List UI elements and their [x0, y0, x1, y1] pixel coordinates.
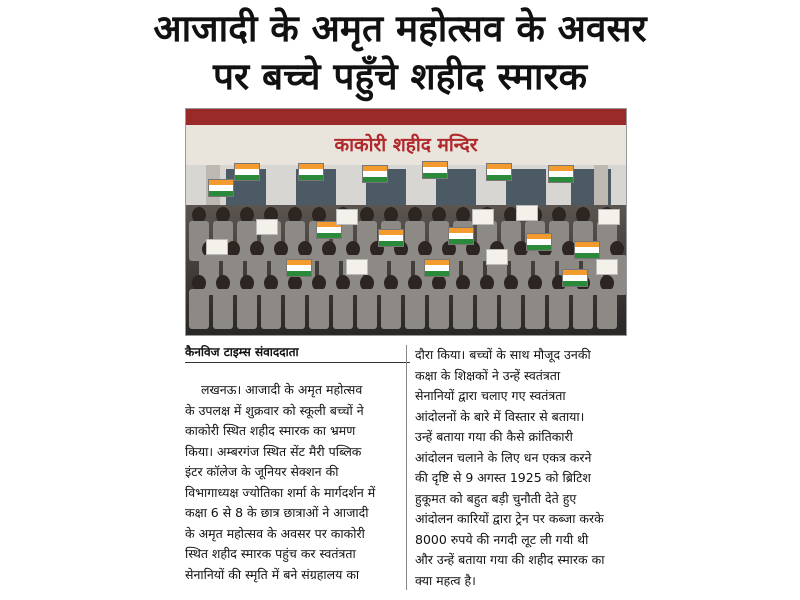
handmade-card	[596, 259, 618, 275]
indian-flag	[422, 161, 448, 179]
article-line: स्थित शहीद स्मारक पहुंच कर स्वतंत्रता	[185, 546, 356, 561]
photo-sign-text: काकोरी शहीद मन्दिर	[334, 134, 478, 156]
handmade-card	[516, 205, 538, 221]
photo-window	[506, 169, 546, 209]
indian-flag	[208, 179, 234, 197]
student-uniform	[429, 289, 449, 329]
indian-flag	[378, 229, 404, 247]
indian-flag	[448, 227, 474, 245]
indian-flag	[286, 259, 312, 277]
article-line: और उन्हें बताया गया की शहीद स्मारक का	[415, 552, 605, 567]
article-line: क्या महत्व है।	[415, 572, 476, 588]
headline-line-2: पर बच्चे पहुँचे शहीद स्मारक	[212, 55, 588, 98]
article-line: किया। अम्बरगंज स्थित सेंट मैरी पब्लिक	[185, 443, 362, 459]
indian-flag	[234, 163, 260, 181]
handmade-card	[346, 259, 368, 275]
article-line: सेनानियों द्वारा चलाए गए स्वतंत्रता	[415, 388, 566, 403]
student-uniform	[597, 289, 617, 329]
handmade-card	[336, 209, 358, 225]
article-line: दौरा किया। बच्चों के साथ मौजूद उनकी	[415, 347, 591, 362]
student-uniform	[357, 289, 377, 329]
indian-flag	[548, 165, 574, 183]
article-line: 8000 रुपये की नगदी लूट ली गयी थी	[415, 531, 589, 547]
article-line: लखनऊ। आजादी के अमृत महोत्सव	[201, 382, 363, 397]
handmade-card	[598, 209, 620, 225]
news-photo	[185, 108, 627, 336]
student-uniform	[213, 289, 233, 329]
article-column-left	[185, 380, 397, 585]
handmade-card	[472, 209, 494, 225]
indian-flag	[526, 233, 552, 251]
article-line: हुकूमत को बहुत बड़ी चुनौती देते हुए	[415, 490, 577, 506]
article-line: कक्षा के शिक्षकों ने उन्हें स्वतंत्रता	[415, 367, 561, 383]
article-line: विभागाध्यक्ष ज्योतिका शर्मा के मार्गदर्शन में	[185, 484, 376, 500]
student-uniform	[477, 289, 497, 329]
student-uniform	[525, 289, 545, 329]
handmade-card	[206, 239, 228, 255]
article-column-right	[415, 345, 627, 591]
student-uniform	[189, 289, 209, 329]
indian-flag	[574, 241, 600, 259]
article-line: सेनानियों की स्मृति में बने संग्रहालय का	[185, 566, 360, 582]
article-line: इंटर कॉलेज के जूनियर सेक्शन की	[185, 464, 339, 479]
article-line: आंदोलन कारियों द्वारा ट्रेन पर कब्जा करके	[415, 511, 604, 526]
article-line: काकोरी स्थित शहीद स्मारक का भ्रमण	[185, 423, 356, 438]
article-line: आंदोलनों के बारे में विस्तार से बताया।	[415, 408, 585, 424]
byline: कैनविज टाइम्स संवाददाता	[185, 344, 410, 363]
article-line: आंदोलन चलाने के लिए धन एकत्र करने	[415, 449, 592, 465]
handmade-card	[486, 249, 508, 265]
student-uniform	[501, 289, 521, 329]
column-divider	[406, 345, 407, 590]
article-line: के अमृत महोत्सव के अवसर पर काकोरी	[185, 525, 365, 541]
indian-flag	[486, 163, 512, 181]
indian-flag	[298, 163, 324, 181]
student-uniform	[333, 289, 353, 329]
headline-line-1: आजादी के अमृत महोत्सव के अवसर	[153, 7, 647, 50]
article-line: की दृष्टि से 9 अगस्त 1925 को ब्रिटिश	[415, 470, 591, 485]
student-uniform	[309, 289, 329, 329]
student-uniform	[285, 289, 305, 329]
student-uniform	[261, 289, 281, 329]
article-line: कक्षा 6 से 8 के छात्र छात्राओं ने आजादी	[185, 505, 369, 520]
article-line: उन्हें बताया गया की कैसे क्रांतिकारी	[415, 429, 573, 444]
indian-flag	[362, 165, 388, 183]
student-uniform	[237, 289, 257, 329]
indian-flag	[562, 269, 588, 287]
student-uniform	[381, 289, 401, 329]
student-uniform	[453, 289, 473, 329]
article-line: के उपलक्ष में शुक्रवार को स्कूली बच्चों ने	[185, 402, 364, 418]
handmade-card	[256, 219, 278, 235]
student-uniform	[573, 289, 593, 329]
photo-roof	[186, 109, 626, 125]
student-uniform	[405, 289, 425, 329]
student-uniform	[549, 289, 569, 329]
indian-flag	[424, 259, 450, 277]
